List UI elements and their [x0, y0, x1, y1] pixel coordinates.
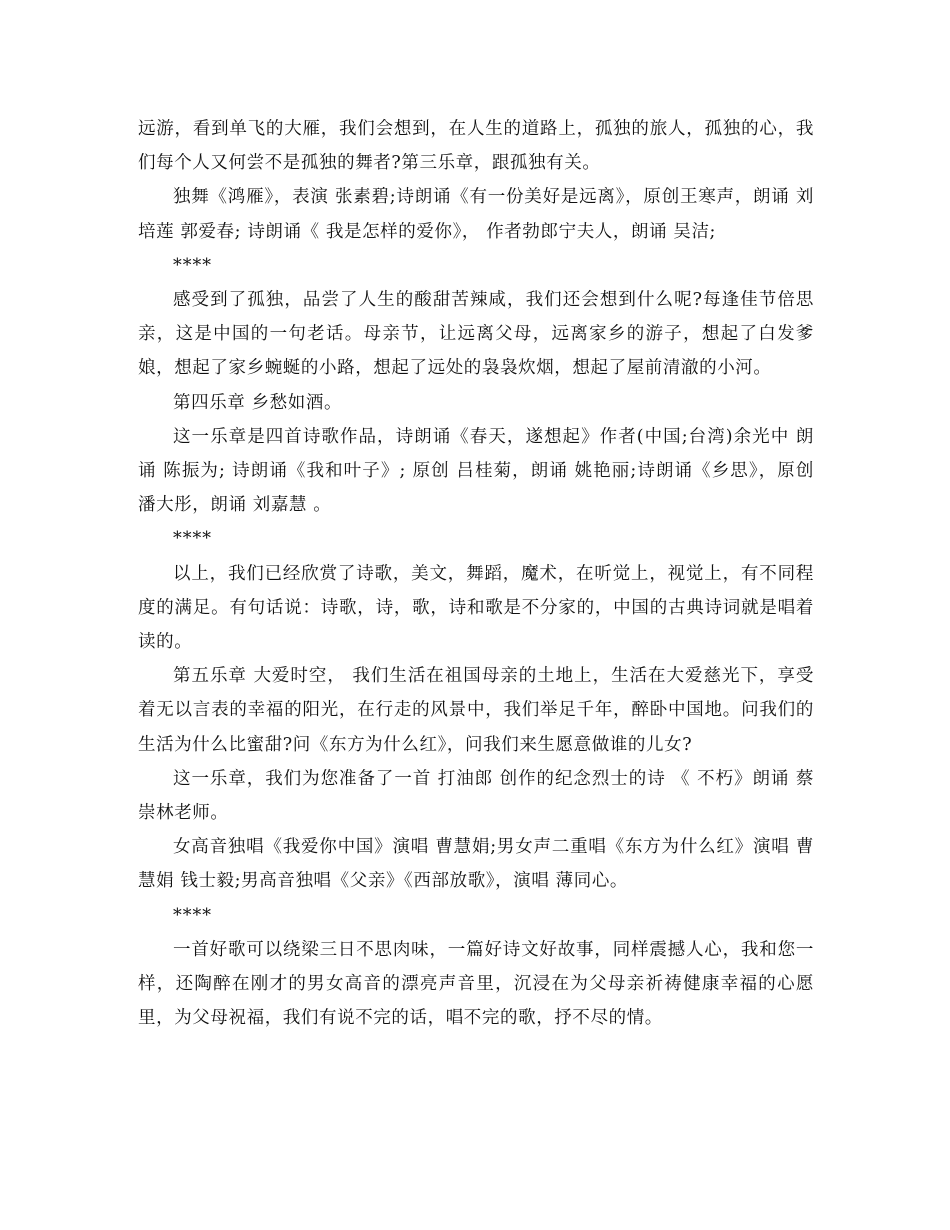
chapter-heading: 第四乐章 乡愁如酒。 — [173, 392, 343, 413]
paragraph: 以上，我们已经欣赏了诗歌，美文，舞蹈，魔术，在听觉上，视觉上，有不同程度的满足。有句话说：诗歌，诗，歌，诗和歌是不分家的，中国的古典诗词就是唱着读的。 — [138, 563, 814, 653]
paragraph: 远游，看到单飞的大雁，我们会想到，在人生的道路上，孤独的旅人，孤独的心，我们每个人又何尝不是孤独的舞者?第三乐章，跟孤独有关。 — [138, 119, 814, 174]
paragraph: 这一乐章，我们为您准备了一首 打油郎 创作的纪念烈士的诗 《 不朽》朗诵 蔡崇林老师。 — [138, 768, 814, 824]
paragraph: 女高音独唱《我爱你中国》演唱 曹慧娟;男女声二重唱《东方为什么红》演唱 曹慧娟 钱士毅;男高音独唱《父亲》《西部放歌》，演唱 薄同心。 — [138, 837, 814, 892]
paragraph: 一首好歌可以绕梁三日不思肉味，一篇好诗文好故事，同样震撼人心，我和您一样，还陶醉在刚才的男女高音的漂亮声音里，沉浸在为父母亲祈祷健康幸福的心愿里，为父母祝福，我们有说不完的话，唱不完的歌，抒不尽的情。 — [138, 939, 814, 1029]
paragraph: 独舞《鸿雁》，表演 张素碧;诗朗诵《有一份美好是远离》，原创王寒声，朗诵 刘培莲 郭爱春; 诗朗诵《 我是怎样的爱你》， 作者勃郎宁夫人，朗诵 吴洁; — [138, 187, 814, 242]
section-separator: **** — [173, 255, 212, 276]
paragraph: 感受到了孤独，品尝了人生的酸甜苦辣咸，我们还会想到什么呢?每逢佳节倍思亲，这是中国的一句老话。母亲节，让远离父母，远离家乡的游子，想起了白发爹娘，想起了家乡蜿蜒的小路，想起了远处的袅袅炊烟，想起了屋前清澈的小河。 — [138, 290, 814, 379]
section-separator: **** — [173, 529, 212, 550]
document-body — [138, 112, 814, 1035]
paragraph: 这一乐章是四首诗歌作品，诗朗诵《春天，遂想起》作者(中国;台湾)余光中 朗诵 陈振为; 诗朗诵《我和叶子》; 原创 吕桂菊，朗诵 姚艳丽;诗朗诵《乡思》，原创 潘大彤，朗诵 刘嘉慧 。 — [138, 426, 814, 516]
paragraph: 第五乐章 大爱时空， 我们生活在祖国母亲的土地上，生活在大爱慈光下，享受着无以言表的幸福的阳光，在行走的风景中，我们举足千年，醉卧中国地。问我们的生活为什么比蜜甜?问《东方为什么红》，问我们来生愿意做谁的儿女? — [138, 666, 814, 755]
section-separator: **** — [173, 905, 212, 926]
